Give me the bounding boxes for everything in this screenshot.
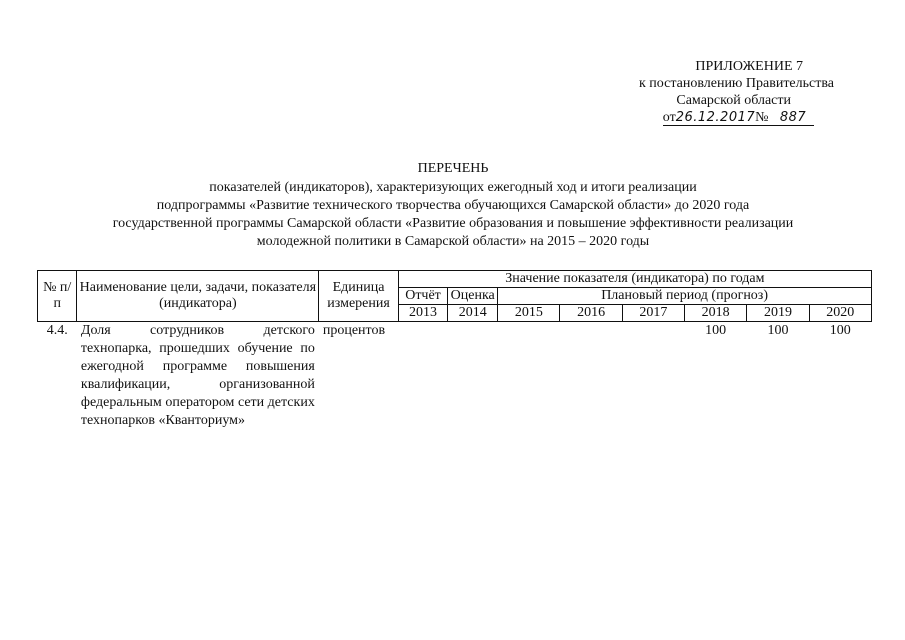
appendix-resolution: к постановлению Правительства bbox=[638, 76, 834, 91]
appendix-header bbox=[560, 58, 860, 126]
header-year: 2014 bbox=[448, 305, 498, 322]
appendix-region: Самарской области bbox=[676, 93, 791, 108]
header-year: 2016 bbox=[560, 305, 622, 322]
header-values-group: Значение показателя (индикатора) по годам bbox=[398, 271, 871, 288]
appendix-date-line bbox=[560, 109, 860, 126]
document-title-block bbox=[40, 160, 866, 251]
title-line-3: государственной программы Самарской области «Развитие образования и повышение эффективности реализации bbox=[112, 216, 794, 231]
handwritten-number: 887 bbox=[779, 110, 807, 125]
title-line-2: подпрограммы «Развитие технического творчества обучающихся Самарской области» до 2020 года bbox=[156, 198, 750, 213]
title-line-1: показателей (индикаторов), характеризующих ежегодный ход и итоги реализации bbox=[209, 180, 697, 195]
header-unit: Единица измерения bbox=[319, 271, 398, 322]
header-year: 2013 bbox=[398, 305, 447, 322]
header-num: № п/п bbox=[38, 271, 77, 322]
document-title: ПЕРЕЧЕНЬ bbox=[417, 161, 489, 176]
appendix-title: ПРИЛОЖЕНИЕ 7 bbox=[695, 59, 803, 74]
row-value-2013 bbox=[398, 322, 447, 431]
row-value-2015 bbox=[498, 322, 560, 431]
row-value-2020: 100 bbox=[829, 323, 851, 338]
header-year: 2020 bbox=[809, 305, 871, 322]
date-number-underline bbox=[663, 111, 814, 126]
row-value-2016 bbox=[560, 322, 622, 431]
row-num: 4.4. bbox=[46, 323, 68, 338]
row-value-2014 bbox=[448, 322, 498, 431]
date-prefix: от bbox=[662, 110, 676, 125]
row-value-2019: 100 bbox=[767, 323, 789, 338]
header-row-1 bbox=[38, 271, 872, 288]
header-estimate: Оценка bbox=[448, 288, 498, 305]
row-name: Доля сотрудников детского технопарка, прошедших обучение по ежегодной программе повышения квалификации, организованной федеральным оператором сети детских технопарков «Кванториум» bbox=[80, 323, 315, 428]
header-report: Отчёт bbox=[398, 288, 447, 305]
header-plan-period: Плановый период (прогноз) bbox=[498, 288, 872, 305]
header-year: 2019 bbox=[747, 305, 809, 322]
header-year: 2015 bbox=[498, 305, 560, 322]
row-value-2018: 100 bbox=[705, 323, 727, 338]
row-unit: процентов bbox=[322, 323, 386, 338]
title-line-4: молодежной политики в Самарской области» на 2015 – 2020 годы bbox=[256, 234, 650, 249]
row-value-2017 bbox=[622, 322, 684, 431]
header-name: Наименование цели, задачи, показателя (индикатора) bbox=[77, 271, 319, 322]
header-year: 2017 bbox=[622, 305, 684, 322]
handwritten-date: 26.12.2017 bbox=[675, 110, 756, 125]
indicators-table bbox=[37, 270, 872, 430]
table-row bbox=[38, 322, 872, 431]
number-prefix: № bbox=[755, 110, 769, 125]
header-year: 2018 bbox=[685, 305, 747, 322]
